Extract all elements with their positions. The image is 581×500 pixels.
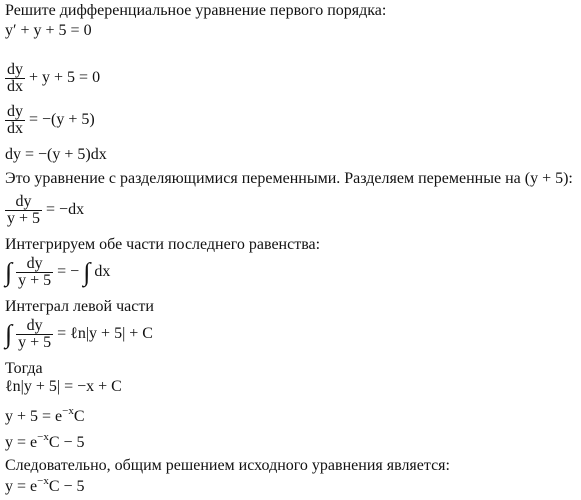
equation-1: y′ + y + 5 = 0: [5, 22, 92, 39]
then-text: Тогда: [5, 360, 43, 377]
fraction: $\frac{dy}{dx}$: [7, 103, 23, 137]
equation-3: $\frac{dy}{dx}$ = −(y + 5): [7, 103, 95, 137]
integral-sign: ∫: [83, 257, 91, 287]
equation-10: $y = e^{-x}C - 5$: [5, 431, 85, 451]
task-text: Решите дифференциальное уравнение первого порядка:: [5, 2, 387, 19]
integrate-text: Интегрируем обе части последнего равенства:: [5, 236, 321, 253]
equation-8: ℓn|y + 5| = −x + C: [5, 378, 122, 395]
fraction: $\frac{dy}{y + 5}$: [18, 317, 52, 351]
equation-9: $y + 5 = e^{-x}C$: [5, 405, 85, 425]
fraction: $\frac{dy}{y + 5}$: [7, 193, 41, 227]
left-integral-text: Интеграл левой части: [5, 298, 154, 315]
integral-sign: ∫: [5, 257, 13, 287]
fraction: $\frac{dy}{dx}$: [7, 61, 23, 95]
equation-2: $\frac{dy}{dx}$ + y + 5 = 0: [7, 61, 101, 95]
equation-4: dy = −(y + 5)dx: [5, 146, 107, 163]
conclusion-text: Следовательно, общим решением исходного уравнения является:: [5, 457, 450, 474]
equation-6: ∫ $\frac{dy}{y + 5}$ = − ∫ dx: [5, 255, 111, 289]
equation-5: $\frac{dy}{y + 5}$ = −dx: [7, 193, 85, 227]
equation-7: ∫ $\frac{dy}{y + 5}$ = ℓn|y + 5| + C: [5, 317, 153, 351]
final-answer: $y = e^{-x}C - 5$: [5, 475, 85, 495]
integral-sign: ∫: [5, 319, 13, 349]
fraction: $\frac{dy}{y + 5}$: [18, 255, 52, 289]
separation-text: Это уравнение с разделяющимися переменными. Разделяем переменные на (y + 5):: [5, 170, 573, 187]
